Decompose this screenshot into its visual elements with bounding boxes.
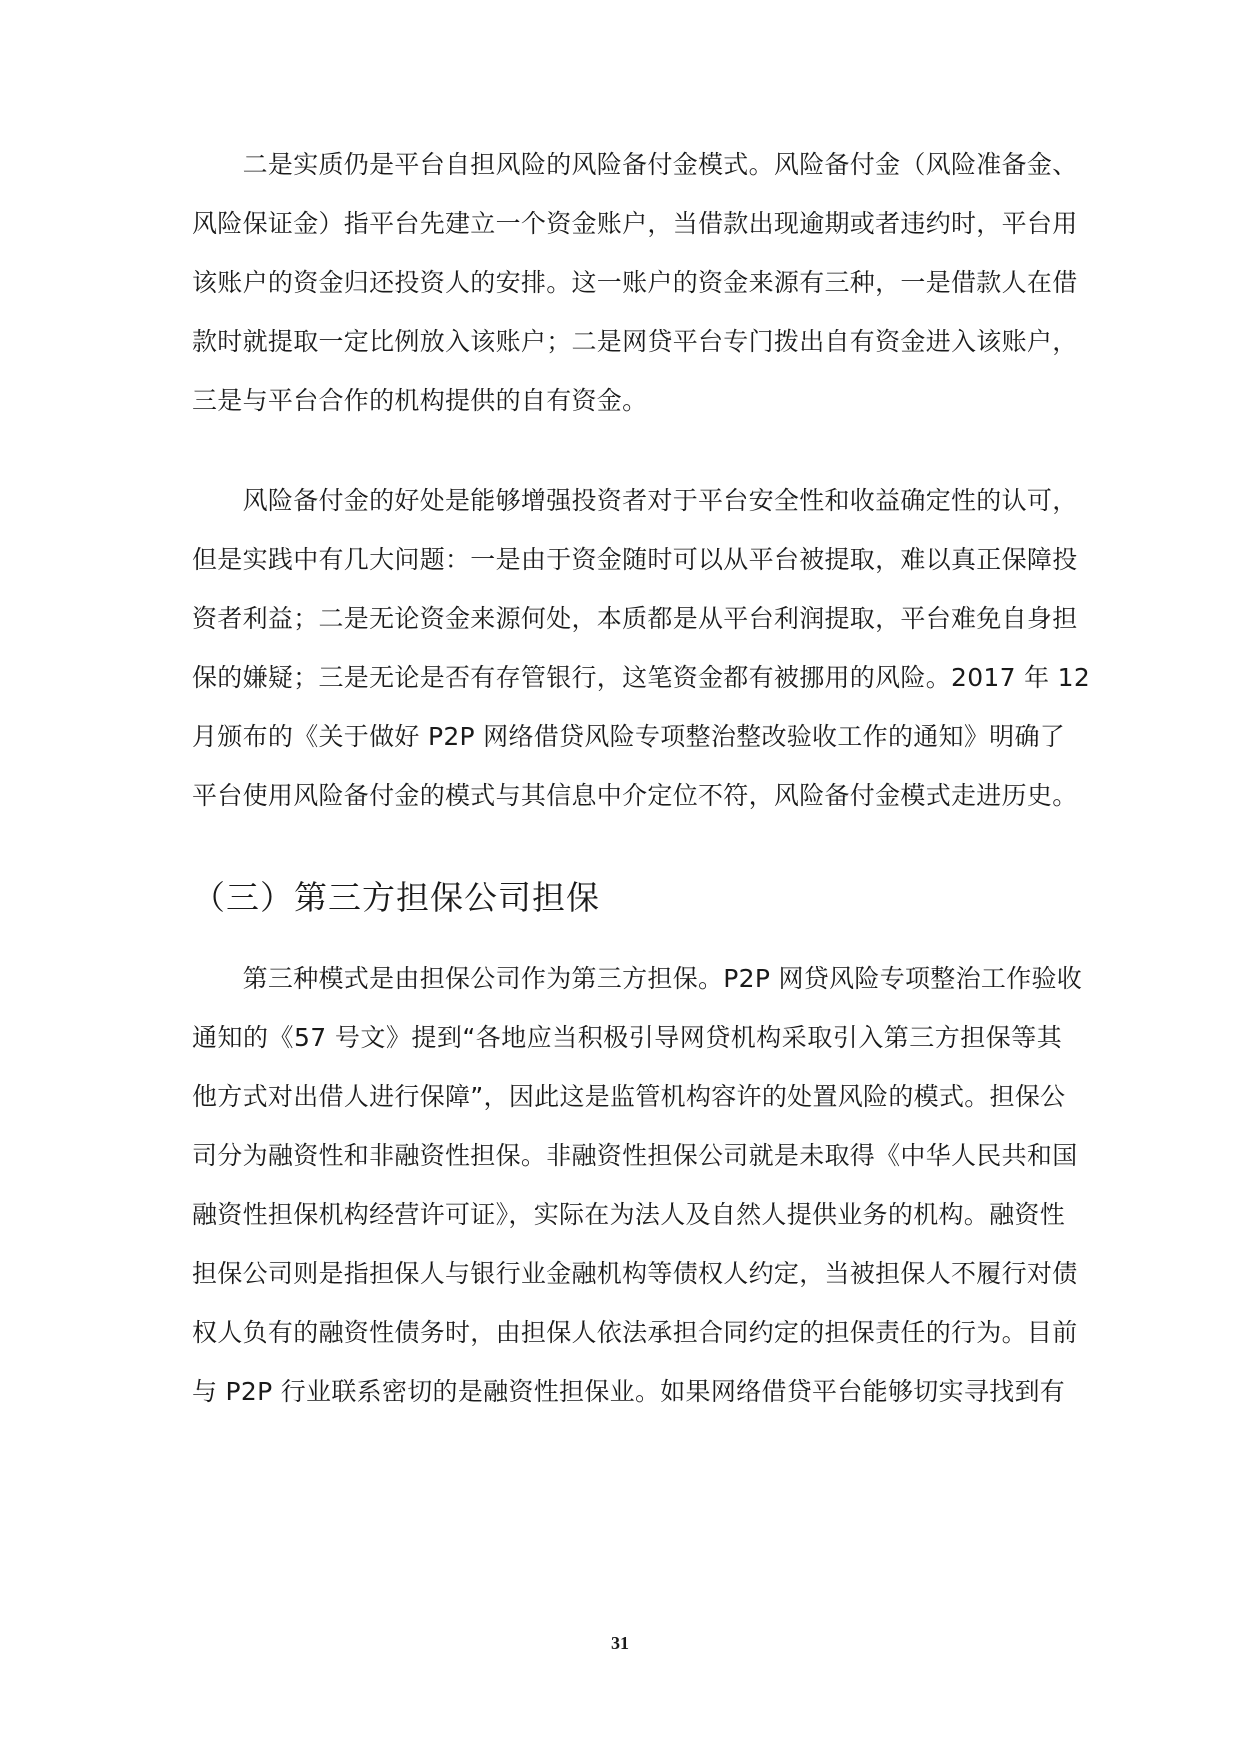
paragraph-2-line-1: 风险备付金的好处是能够增强投资者对于平台安全性和收益确定性的认可， bbox=[192, 486, 1078, 515]
section-heading: （三）第三方担保公司担保 bbox=[192, 878, 600, 917]
paragraph-1-line-3: 该账户的资金归还投资人的安排。这一账户的资金来源有三种，一是借款人在借 bbox=[192, 268, 1078, 297]
paragraph-3-line-6: 担保公司则是指担保人与银行业金融机构等债权人约定，当被担保人不履行对债 bbox=[192, 1259, 1078, 1288]
paragraph-2-line-2: 但是实践中有几大问题：一是由于资金随时可以从平台被提取，难以真正保障投 bbox=[192, 545, 1078, 574]
page-number: 31 bbox=[611, 1633, 629, 1653]
paragraph-3-line-1: 第三种模式是由担保公司作为第三方担保。P2P 网贷风险专项整治工作验收 bbox=[192, 964, 1083, 993]
paragraph-3-line-8: 与 P2P 行业联系密切的是融资性担保业。如果网络借贷平台能够切实寻找到有 bbox=[192, 1377, 1066, 1406]
paragraph-2-line-5: 月颁布的《关于做好 P2P 网络借贷风险专项整治整改验收工作的通知》明确了 bbox=[192, 722, 1066, 751]
paragraph-3-line-2: 通知的《57 号文》提到“各地应当积极引导网贷机构采取引入第三方担保等其 bbox=[192, 1023, 1062, 1052]
paragraph-2-line-4: 保的嫌疑；三是无论是否有存管银行，这笔资金都有被挪用的风险。2017 年 12 bbox=[192, 663, 1091, 692]
paragraph-1-line-5: 三是与平台合作的机构提供的自有资金。 bbox=[192, 386, 648, 415]
paragraph-3-line-7: 权人负有的融资性债务时，由担保人依法承担合同约定的担保责任的行为。目前 bbox=[192, 1318, 1078, 1347]
paragraph-1-line-2: 风险保证金）指平台先建立一个资金账户，当借款出现逾期或者违约时，平台用 bbox=[192, 209, 1078, 238]
paragraph-3-line-5: 融资性担保机构经营许可证》，实际在为法人及自然人提供业务的机构。融资性 bbox=[192, 1200, 1066, 1229]
paragraph-3-line-4: 司分为融资性和非融资性担保。非融资性担保公司就是未取得《中华人民共和国 bbox=[192, 1141, 1078, 1170]
paragraph-1-line-1: 二是实质仍是平台自担风险的风险备付金模式。风险备付金（风险准备金、 bbox=[192, 150, 1078, 179]
paragraph-2-line-6: 平台使用风险备付金的模式与其信息中介定位不符，风险备付金模式走进历史。 bbox=[192, 781, 1078, 810]
paragraph-1-line-4: 款时就提取一定比例放入该账户；二是网贷平台专门拨出自有资金进入该账户， bbox=[192, 327, 1078, 356]
paragraph-3-line-3: 他方式对出借人进行保障”，因此这是监管机构容许的处置风险的模式。担保公 bbox=[192, 1082, 1066, 1111]
paragraph-2-line-3: 资者利益；二是无论资金来源何处，本质都是从平台利润提取，平台难免自身担 bbox=[192, 604, 1078, 633]
